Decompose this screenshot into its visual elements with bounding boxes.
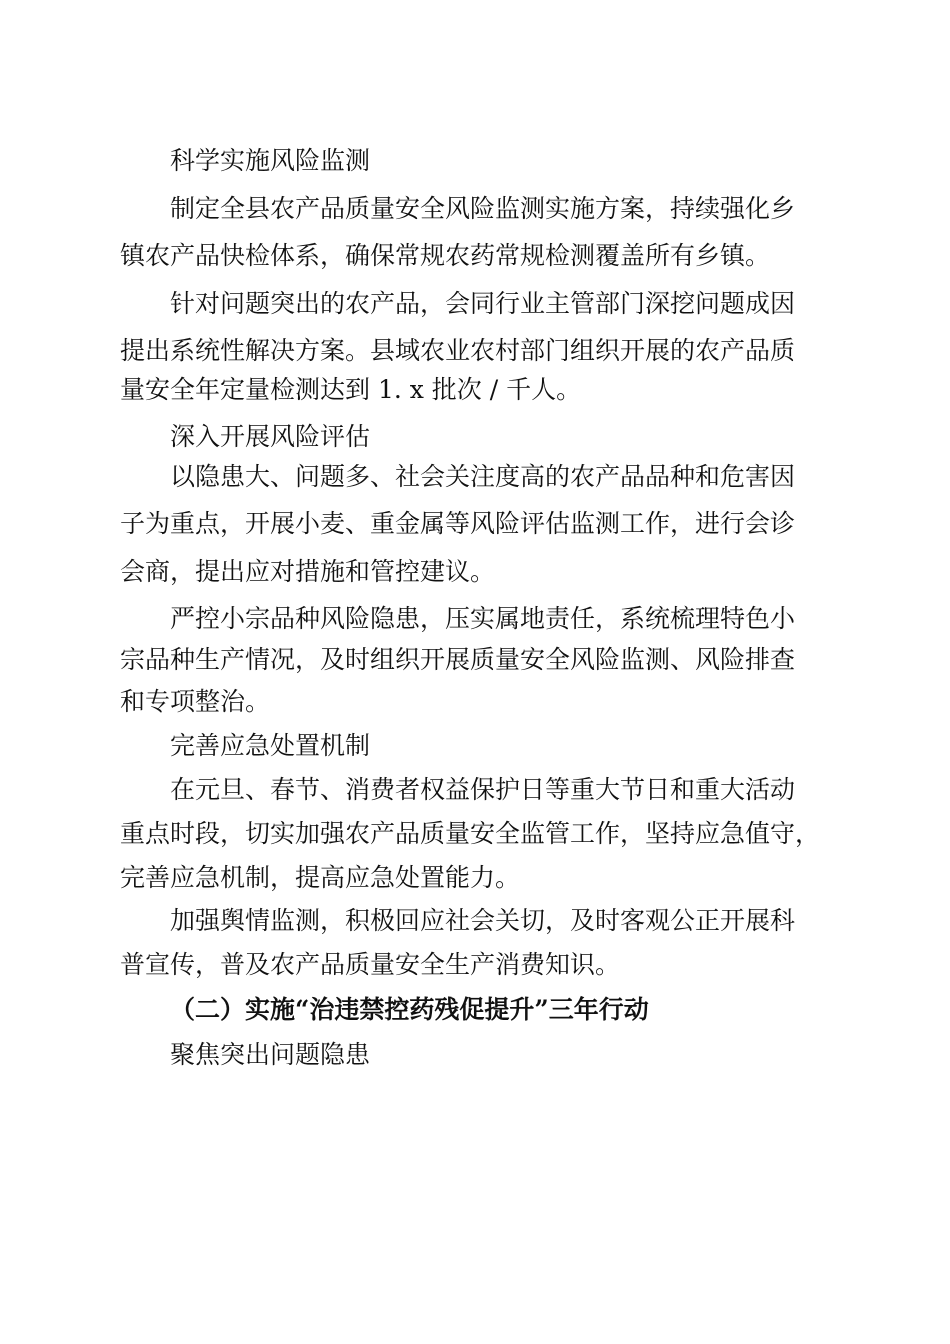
paragraph-line: 提出系统性解决方案。县域农业农村部门组织开展的农产品质 [120, 336, 796, 365]
paragraph-line: 在元旦、春节、消费者权益保护日等重大节日和重大活动 [170, 775, 796, 804]
paragraph-line: 会商，提出应对措施和管控建议。 [120, 557, 496, 586]
heading-emergency-mechanism: 完善应急处置机制 [170, 731, 371, 760]
paragraph-line: 和专项整治。 [120, 687, 271, 716]
heading-focus-issues: 聚焦突出问题隐患 [170, 1040, 371, 1069]
paragraph-line: 加强舆情监测，积极回应社会关切，及时客观公正开展科 [170, 906, 796, 935]
paragraph-line: 宗品种生产情况，及时组织开展质量安全风险监测、风险排查 [120, 645, 796, 674]
paragraph-line: 以隐患大、问题多、社会关注度高的农产品品种和危害因 [170, 462, 796, 491]
paragraph-line: 镇农产品快检体系，确保常规农药常规检测覆盖所有乡镇。 [120, 241, 771, 270]
paragraph-line: 子为重点，开展小麦、重金属等风险评估监测工作，进行会诊 [120, 509, 796, 538]
paragraph-line: 重点时段，切实加强农产品质量安全监管工作，坚持应急值守， [120, 819, 821, 848]
heading-risk-monitoring: 科学实施风险监测 [170, 146, 371, 175]
paragraph-line: 普宣传，普及农产品质量安全生产消费知识。 [120, 950, 621, 979]
paragraph-line: 制定全县农产品质量安全风险监测实施方案，持续强化乡 [170, 194, 796, 223]
paragraph-line: 严控小宗品种风险隐患，压实属地责任，系统梳理特色小 [170, 604, 796, 633]
paragraph-line: 量安全年定量检测达到 1. x 批次 / 千人。 [120, 375, 582, 404]
section-heading-three-year-action: （二）实施“治违禁控药残促提升”三年行动 [170, 995, 649, 1024]
heading-risk-assessment: 深入开展风险评估 [170, 422, 371, 451]
paragraph-line: 针对问题突出的农产品，会同行业主管部门深挖问题成因 [170, 289, 796, 318]
paragraph-line: 完善应急机制，提高应急处置能力。 [120, 863, 521, 892]
